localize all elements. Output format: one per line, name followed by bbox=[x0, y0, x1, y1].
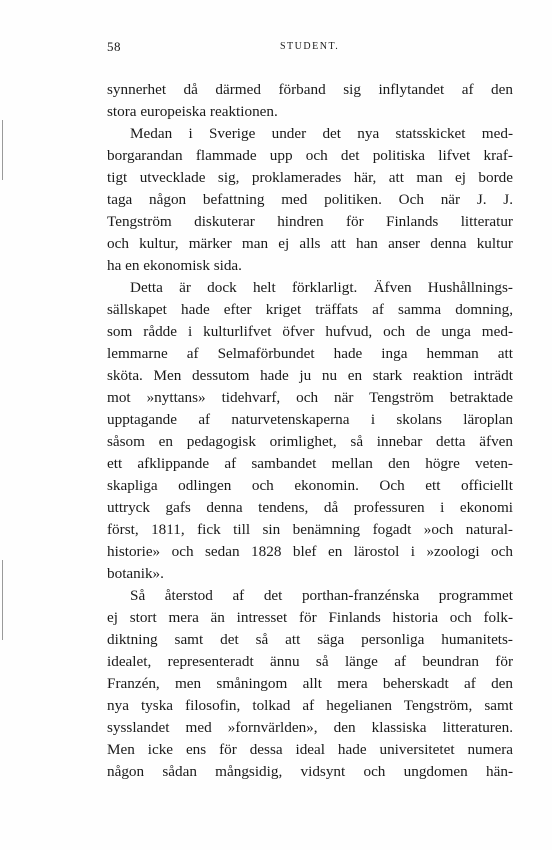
text-line: Tengström diskuterar hindren för Finlands litteratur bbox=[107, 213, 513, 230]
text-line: sköta. Men dessutom hade ju nu en stark reaktion inträdt bbox=[107, 367, 513, 384]
running-head: STUDENT. bbox=[280, 41, 340, 52]
text-line: mot »nyttans» tidehvarf, och när Tengström betraktade bbox=[107, 389, 513, 406]
text-line: sysslandet med »fornvärlden», den klassiska litteraturen. bbox=[107, 719, 513, 736]
text-line: Så återstod af det porthan-franzénska programmet bbox=[130, 587, 513, 604]
text-line: såsom en pedagogisk orimlighet, så innebar detta äfven bbox=[107, 433, 513, 450]
text-line: stora europeiska reaktionen. bbox=[107, 103, 278, 120]
text-line: borgarandan flammade upp och det politiska lifvet kraf- bbox=[107, 147, 513, 164]
text-line: någon sådan mångsidig, vidsynt och ungdomen hän- bbox=[107, 763, 513, 780]
text-line: historie» och sedan 1828 blef en lärostol i »zoologi och bbox=[107, 543, 513, 560]
text-line: ej stort mera än intresset för Finlands historia och folk- bbox=[107, 609, 513, 626]
text-line: Detta är dock helt förklarligt. Äfven Hushållnings- bbox=[130, 279, 513, 296]
text-line: botanik». bbox=[107, 565, 164, 582]
text-line: och kultur, märker man ej alls att han anser denna kultur bbox=[107, 235, 513, 252]
text-line: upptagande af naturvetenskaperna i skolans läroplan bbox=[107, 411, 513, 428]
page-edge-mark bbox=[2, 560, 3, 640]
text-line: Medan i Sverige under det nya statsskicket med- bbox=[130, 125, 513, 142]
text-line: lemmarne af Selmaförbundet hade inga hemman att bbox=[107, 345, 513, 362]
text-line: tigt utvecklade sig, proklamerades här, att man ej borde bbox=[107, 169, 513, 186]
text-line: diktning samt det så att säga personliga humanitets- bbox=[107, 631, 513, 648]
text-line: Men icke ens för dessa ideal hade universitetet numera bbox=[107, 741, 513, 758]
text-line: som rådde i kulturlifvet öfver hufvud, och de unga med- bbox=[107, 323, 513, 340]
text-line: sällskapet hade efter kriget träffats af samma domning, bbox=[107, 301, 513, 318]
text-line: nya tyska filosofin, tolkad af hegelianen Tengström, samt bbox=[107, 697, 513, 714]
text-line: uttryck gafs denna tendens, då professuren i ekonomi bbox=[107, 499, 513, 516]
page-edge-mark bbox=[2, 120, 3, 180]
text-line: skapliga odlingen och ekonomin. Och ett officiellt bbox=[107, 477, 513, 494]
text-line: ha en ekonomisk sida. bbox=[107, 257, 242, 274]
text-line: Franzén, men småningom allt mera beherskadt af den bbox=[107, 675, 513, 692]
page-number: 58 bbox=[107, 39, 121, 54]
text-line: taga någon befattning med politiken. Och när J. J. bbox=[107, 191, 513, 208]
text-line: synnerhet då därmed förband sig inflytandet af den bbox=[107, 81, 513, 98]
text-line: ett afklippande af sambandet mellan den högre veten- bbox=[107, 455, 513, 472]
text-line: idealet, representeradt ännu så länge af beundran för bbox=[107, 653, 513, 670]
text-line: först, 1811, fick till sin benämning fogadt »och natural- bbox=[107, 521, 513, 538]
